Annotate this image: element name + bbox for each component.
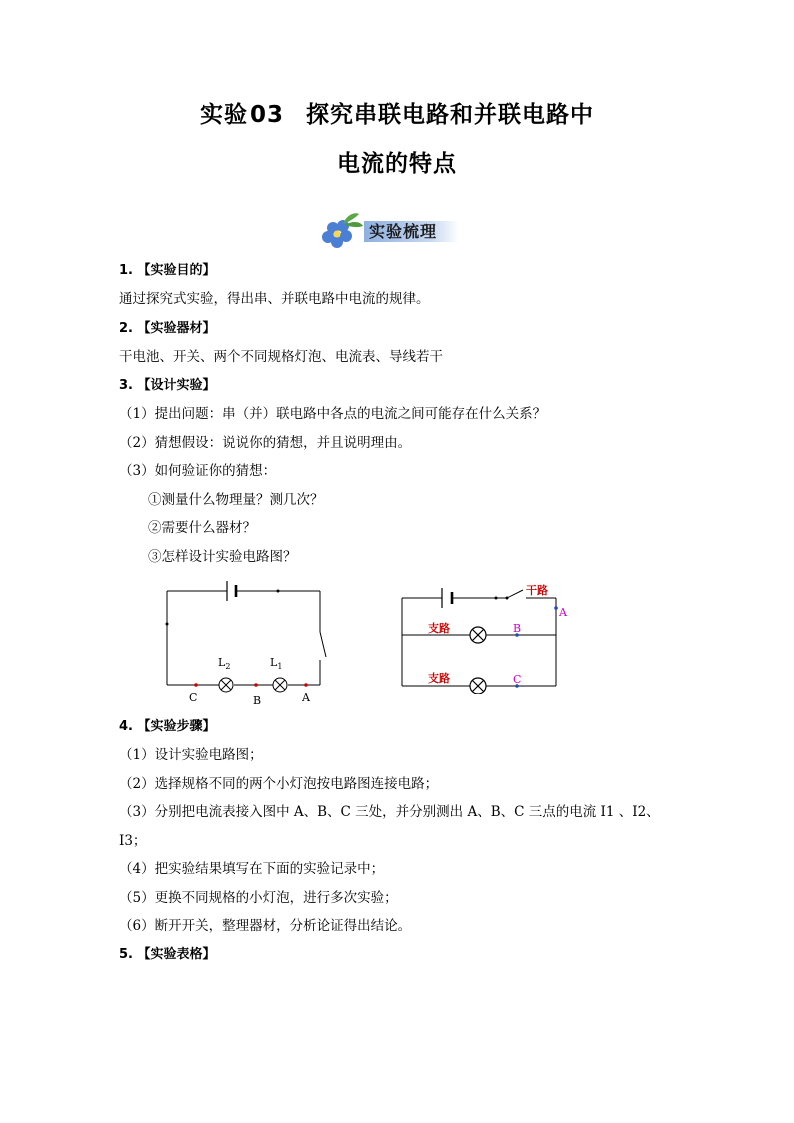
- direction-marks: [166, 590, 280, 626]
- title-prefix: 实验: [199, 102, 248, 128]
- section-heading-purpose: 1. 【实验目的】: [119, 263, 216, 278]
- purpose-text: 通过探究式实验，得出串、并联电路中电流的规律。: [119, 291, 430, 307]
- section-heading-table: 5. 【实验表格】: [119, 947, 216, 962]
- design-item: （2）猜想假设：说说你的猜想，并且说明理由。: [119, 435, 412, 451]
- section-heading-equipment: 2. 【实验器材】: [119, 321, 216, 336]
- equipment-text: 干电池、开关、两个不同规格灯泡、电流表、导线若干: [119, 349, 443, 365]
- branch1-label: 支路: [428, 622, 450, 635]
- design-subitem: ②需要什么器材？: [148, 520, 256, 536]
- junction-dots: [515, 606, 558, 688]
- switch-pivot: [506, 597, 509, 600]
- section-banner: [319, 210, 461, 250]
- design-subitem: ③怎样设计实验电路图？: [148, 549, 297, 565]
- point-c-label: C: [189, 691, 198, 704]
- step-item: （6）断开开关，整理器材，分析论证得出结论。: [119, 918, 412, 934]
- lamp-l1-icon: [273, 678, 287, 692]
- step-item: （3）分别把电流表接入图中 A、B、C 三处，并分别测出 A、B、C 三点的电流 I1 、I2、: [119, 804, 660, 820]
- point-b-label: B: [513, 622, 522, 635]
- step-item: （4）把实验结果填写在下面的实验记录中；: [119, 861, 385, 877]
- lamp-l2-label: $L_2$: [218, 656, 231, 671]
- page-title-line-2: 电流的特点: [337, 151, 457, 177]
- title-main: 探究串联电路和并联电路中: [306, 102, 594, 128]
- step-item: （5）更换不同规格的小灯泡，进行多次实验；: [119, 890, 398, 906]
- section-heading-steps: 4. 【实验步骤】: [119, 719, 216, 734]
- experiment-number: 03: [249, 102, 284, 128]
- point-a-label: A: [302, 691, 310, 704]
- point-a-label: A: [559, 606, 567, 619]
- design-item: （3）如何验证你的猜想：: [119, 463, 277, 479]
- section-heading-design: 3. 【设计实验】: [119, 378, 216, 393]
- design-subitem: ①测量什么物理量？测几次？: [148, 492, 324, 508]
- battery-icon: [227, 581, 236, 601]
- point-c-label: C: [513, 673, 522, 686]
- design-item: （1）提出问题：串（并）联电路中各点的电流之间可能存在什么关系？: [119, 406, 547, 422]
- flower-icon: [319, 210, 367, 250]
- lamp-branch2-icon: [470, 678, 486, 694]
- parallel-circuit-diagram: [395, 578, 575, 694]
- step-item: I3；: [119, 833, 147, 849]
- page-title-line-1: [0, 96, 794, 129]
- lamp-l2-icon: [219, 678, 233, 692]
- series-circuit-diagram: [160, 574, 340, 710]
- point-b-label: B: [253, 694, 262, 707]
- step-item: （2）选择规格不同的两个小灯泡按电路图连接电路；: [119, 776, 439, 792]
- lamp-branch1-icon: [470, 627, 486, 643]
- branch2-label: 支路: [428, 672, 450, 685]
- step-item: （1）设计实验电路图；: [119, 747, 263, 763]
- battery-icon: [442, 588, 452, 608]
- main-path-label: 干路: [526, 584, 548, 597]
- banner-label: 实验梳理: [369, 222, 438, 241]
- lamp-l1-label: $L_1$: [270, 656, 283, 671]
